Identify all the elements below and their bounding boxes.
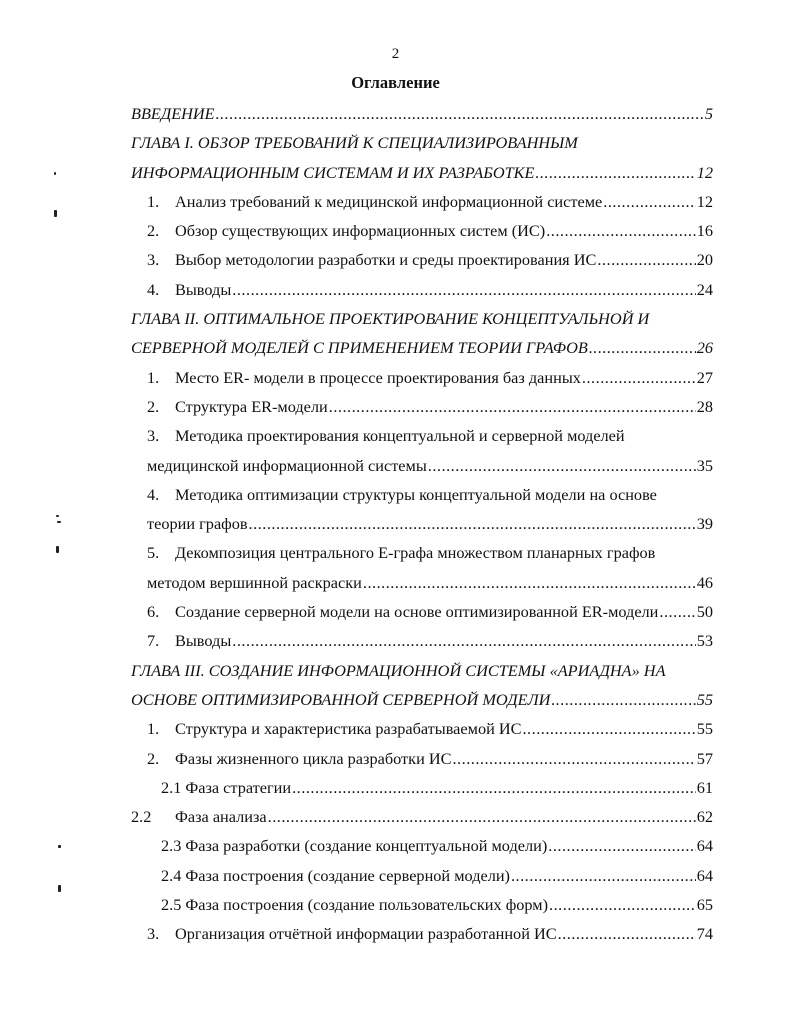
entry-page: 62 (696, 807, 713, 827)
entry-title: Фаза анализа (175, 807, 267, 827)
entry-title: ГЛАВА II. ОПТИМАЛЬНОЕ ПРОЕКТИРОВАНИЕ КОНЦЕПТУАЛЬНОЙ И (131, 309, 650, 329)
entry-title: ГЛАВА I. ОБЗОР ТРЕБОВАНИЙ К СПЕЦИАЛИЗИРОВАННЫМ (131, 133, 578, 153)
toc-entry[interactable] (131, 333, 713, 362)
entry-title: Место ER- модели в процессе проектирования баз данных (175, 367, 581, 387)
entry-title: методом вершинной раскраски (147, 572, 362, 592)
toc-entry-line[interactable] (131, 304, 713, 333)
dot-leader (451, 744, 695, 773)
dot-leader (557, 919, 696, 948)
entry-title: Фаза разработки (создание концептуальной модели) (185, 836, 548, 856)
toc-entry[interactable] (131, 890, 713, 919)
dot-leader (548, 890, 696, 919)
toc-entry[interactable] (131, 744, 713, 773)
dot-leader (588, 333, 696, 362)
toc-entry[interactable] (131, 187, 713, 216)
entry-number: 7. (147, 631, 160, 651)
entry-title: Фаза построения (создание серверной модели) (185, 865, 510, 885)
entry-page: 50 (696, 602, 713, 622)
entry-page: 64 (696, 836, 713, 856)
toc-entry-line[interactable] (131, 480, 713, 509)
dot-leader (545, 216, 696, 245)
toc-entry[interactable] (131, 714, 713, 743)
table-of-contents (131, 99, 713, 949)
toc-entry-line[interactable] (131, 656, 713, 685)
toc-entry[interactable] (131, 597, 713, 626)
entry-page: 35 (696, 455, 713, 475)
entry-title: Методика проектирования концептуальной и серверной моделей (175, 426, 625, 446)
dot-leader (602, 187, 695, 216)
entry-number: 2. (147, 396, 160, 416)
toc-entry[interactable] (131, 158, 713, 187)
dot-leader (231, 626, 695, 655)
dot-leader (521, 714, 695, 743)
entry-title: Выбор методологии разработки и среды проектирования ИС (175, 250, 597, 270)
entry-page: 12 (696, 191, 713, 211)
toc-entry[interactable] (131, 451, 713, 480)
toc-entry[interactable] (131, 861, 713, 890)
entry-page: 20 (696, 250, 713, 270)
entry-number: 3. (147, 250, 160, 270)
entry-title: медицинской информационной системы (147, 455, 427, 475)
entry-page: 55 (696, 719, 713, 739)
entry-number: 2.4 (161, 865, 182, 885)
dot-leader (658, 597, 695, 626)
entry-page: 46 (696, 572, 713, 592)
entry-title: Декомпозиция центрального Е-графа множеством планарных графов (175, 543, 656, 563)
entry-page: 27 (696, 367, 713, 387)
toc-entry[interactable] (131, 509, 713, 538)
toc-entry[interactable] (131, 275, 713, 304)
entry-page: 74 (696, 924, 713, 944)
toc-entry[interactable] (131, 919, 713, 948)
entry-page: 61 (696, 777, 713, 797)
entry-number: 4. (147, 279, 160, 299)
entry-page: 5 (704, 104, 713, 123)
entry-title: Фазы жизненного цикла разработки ИС (175, 748, 452, 768)
dot-leader (550, 685, 695, 714)
scan-speck (58, 885, 61, 892)
entry-title: ГЛАВА III. СОЗДАНИЕ ИНФОРМАЦИОННОЙ СИСТЕМЫ «АРИАДНА» НА (131, 660, 666, 680)
toc-entry[interactable] (131, 568, 713, 597)
dot-leader (215, 99, 704, 128)
scan-speck (54, 172, 56, 175)
entry-title: Структура и характеристика разрабатываемой ИС (175, 719, 522, 739)
entry-page: 53 (696, 631, 713, 651)
scan-speck (56, 515, 59, 517)
toc-entry[interactable] (131, 363, 713, 392)
entry-page: 39 (696, 514, 713, 534)
toc-entry[interactable] (131, 99, 713, 128)
entry-page: 28 (696, 396, 713, 416)
toc-entry-line[interactable] (131, 421, 713, 450)
entry-title: теории графов (147, 514, 248, 534)
entry-page: 16 (696, 221, 713, 241)
toc-entry[interactable] (131, 773, 713, 802)
entry-number: 2.3 (161, 836, 182, 856)
page-number: 2 (391, 46, 400, 62)
entry-title: Создание серверной модели на основе оптимизированной ER-модели (175, 602, 659, 622)
entry-title: ОСНОВЕ ОПТИМИЗИРОВАННОЙ СЕРВЕРНОЙ МОДЕЛИ (131, 689, 551, 709)
entry-number: 4. (147, 484, 160, 504)
entry-title: ВВЕДЕНИЕ (131, 104, 215, 123)
dot-leader (362, 568, 696, 597)
entry-page: 55 (696, 689, 713, 709)
entry-title: Фаза стратегии (185, 777, 292, 797)
entry-title: Выводы (175, 279, 232, 299)
entry-page: 57 (696, 748, 713, 768)
dot-leader (510, 861, 696, 890)
dot-leader (427, 451, 696, 480)
dot-leader (596, 245, 695, 274)
entry-number: 1. (147, 367, 160, 387)
dot-leader (231, 275, 695, 304)
toc-title: Оглавление (351, 73, 440, 92)
entry-title: Методика оптимизации структуры концептуальной модели на основе (175, 484, 657, 504)
dot-leader (581, 363, 696, 392)
toc-entry[interactable] (131, 216, 713, 245)
dot-leader (328, 392, 696, 421)
scan-speck (56, 546, 59, 553)
entry-number: 3. (147, 924, 160, 944)
entry-number: 5. (147, 543, 160, 563)
dot-leader (267, 802, 696, 831)
entry-title: ИНФОРМАЦИОННЫМ СИСТЕМАМ И ИХ РАЗРАБОТКЕ (131, 162, 535, 182)
toc-entry[interactable] (131, 392, 713, 421)
toc-entry[interactable] (131, 626, 713, 655)
dot-leader (547, 831, 695, 860)
entry-number: 3. (147, 426, 160, 446)
toc-entry[interactable] (131, 831, 713, 860)
entry-title: Организация отчётной информации разработанной ИС (175, 924, 557, 944)
entry-number: 2.1 (161, 777, 182, 797)
entry-title: Выводы (175, 631, 232, 651)
entry-title: СЕРВЕРНОЙ МОДЕЛЕЙ С ПРИМЕНЕНИЕМ ТЕОРИИ ГРАФОВ (131, 338, 588, 358)
entry-number: 6. (147, 602, 160, 622)
entry-title: Структура ER-модели (175, 396, 328, 416)
dot-leader (248, 509, 696, 538)
toc-entry-line[interactable] (131, 538, 713, 567)
toc-entry-line[interactable] (131, 128, 713, 157)
dot-leader (291, 773, 696, 802)
entry-number: 1. (147, 719, 160, 739)
entry-page: 12 (696, 162, 713, 182)
entry-number: 2.5 (161, 895, 182, 915)
scan-speck (58, 845, 61, 848)
entry-page: 65 (696, 895, 713, 915)
entry-page: 24 (696, 279, 713, 299)
entry-title: Фаза построения (создание пользовательских форм) (185, 895, 549, 915)
entry-number: 2. (147, 221, 160, 241)
entry-page: 64 (696, 865, 713, 885)
dot-leader (534, 158, 695, 187)
toc-entry[interactable] (131, 245, 713, 274)
entry-number: 1. (147, 191, 160, 211)
entry-title: Обзор существующих информационных систем (ИС) (175, 221, 546, 241)
toc-entry[interactable] (131, 802, 713, 831)
scan-speck (57, 521, 61, 523)
toc-entry[interactable] (131, 685, 713, 714)
scan-speck (54, 210, 57, 217)
entry-number: 2.2 (131, 807, 152, 827)
entry-number: 2. (147, 748, 160, 768)
entry-title: Анализ требований к медицинской информационной системе (175, 191, 603, 211)
entry-page: 26 (696, 338, 713, 358)
